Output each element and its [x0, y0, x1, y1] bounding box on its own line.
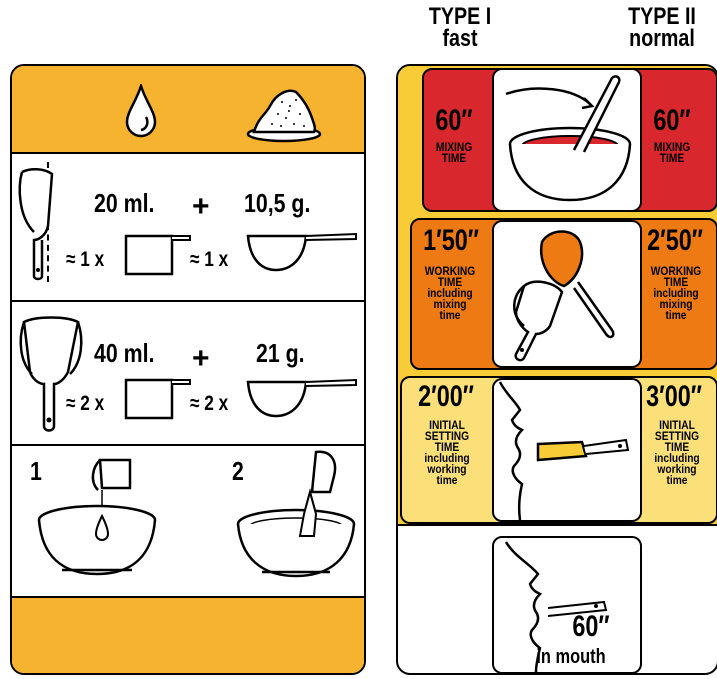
powder-scoop-icon: [242, 226, 362, 276]
type2-working-time: 2′50″: [647, 224, 703, 257]
large-tray-icon: [16, 314, 86, 438]
large-powder-scoops: ≈ 2 x: [190, 392, 229, 415]
water-measure-cup-icon: [122, 232, 192, 278]
large-plus: +: [192, 342, 210, 375]
type2-mixing-time: 60″: [653, 104, 691, 137]
water-measure-cup-icon-2: [122, 376, 192, 422]
type1-working-label: WORKING TIME including mixing time: [424, 264, 476, 322]
type2-header: [621, 3, 703, 52]
type1-mixing-label: MIXING TIME: [435, 140, 473, 165]
tray-loading-icon: [494, 222, 640, 366]
pour-water-bowl-icon: [32, 446, 162, 586]
mixing-picture: [492, 68, 642, 212]
patient-tray-in-mouth-icon: [494, 380, 640, 520]
powder-icon: [244, 84, 324, 144]
setting-picture: [492, 378, 642, 522]
powder-scoop-icon-2: [242, 372, 362, 422]
type2-mixing-label: MIXING TIME: [653, 140, 691, 165]
large-water-scoops: ≈ 2 x: [66, 392, 105, 415]
small-water-amount: 20 ml.: [94, 188, 155, 218]
step-2-number: 2: [232, 456, 244, 486]
small-powder-amount: 10,5 g.: [244, 188, 311, 218]
water-drop-icon: [124, 84, 158, 140]
in-mouth-label: in mouth: [536, 646, 606, 668]
type2-setting-time: 3′00″: [646, 380, 702, 413]
type1-setting-time: 2′00″: [418, 380, 474, 413]
type1-working-time: 1′50″: [423, 224, 479, 257]
in-mouth-picture: [492, 536, 642, 674]
large-water-amount: 40 ml.: [94, 338, 155, 368]
mixing-bowl-icon: [494, 70, 640, 210]
small-tray-icon: [16, 166, 60, 286]
type1-title: TYPE I: [428, 3, 492, 30]
add-powder-bowl-icon: [234, 446, 364, 586]
working-picture: [492, 220, 642, 368]
small-powder-scoops: ≈ 1 x: [190, 248, 229, 271]
type2-title: TYPE II: [628, 3, 696, 30]
type1-subtitle: fast: [442, 25, 478, 52]
divider-1: [12, 300, 364, 302]
type1-mixing-time: 60″: [435, 104, 473, 137]
timing-panel: [396, 64, 717, 675]
type2-subtitle: normal: [629, 25, 695, 52]
type1-setting-label: INITIAL SETTING TIME including working time: [424, 418, 470, 487]
type2-setting-label: INITIAL SETTING TIME including working time: [654, 418, 700, 487]
footer-band: [12, 596, 364, 675]
small-plus: +: [192, 190, 210, 223]
type2-working-label: WORKING TIME including mixing time: [650, 264, 702, 322]
large-powder-amount: 21 g.: [256, 338, 305, 368]
step-1-number: 1: [30, 456, 42, 486]
in-mouth-time: 60″: [572, 610, 610, 643]
type1-header: [419, 3, 501, 52]
small-water-scoops: ≈ 1 x: [66, 248, 105, 271]
dosage-panel: [10, 64, 366, 675]
ingredients-header-band: [12, 66, 364, 154]
